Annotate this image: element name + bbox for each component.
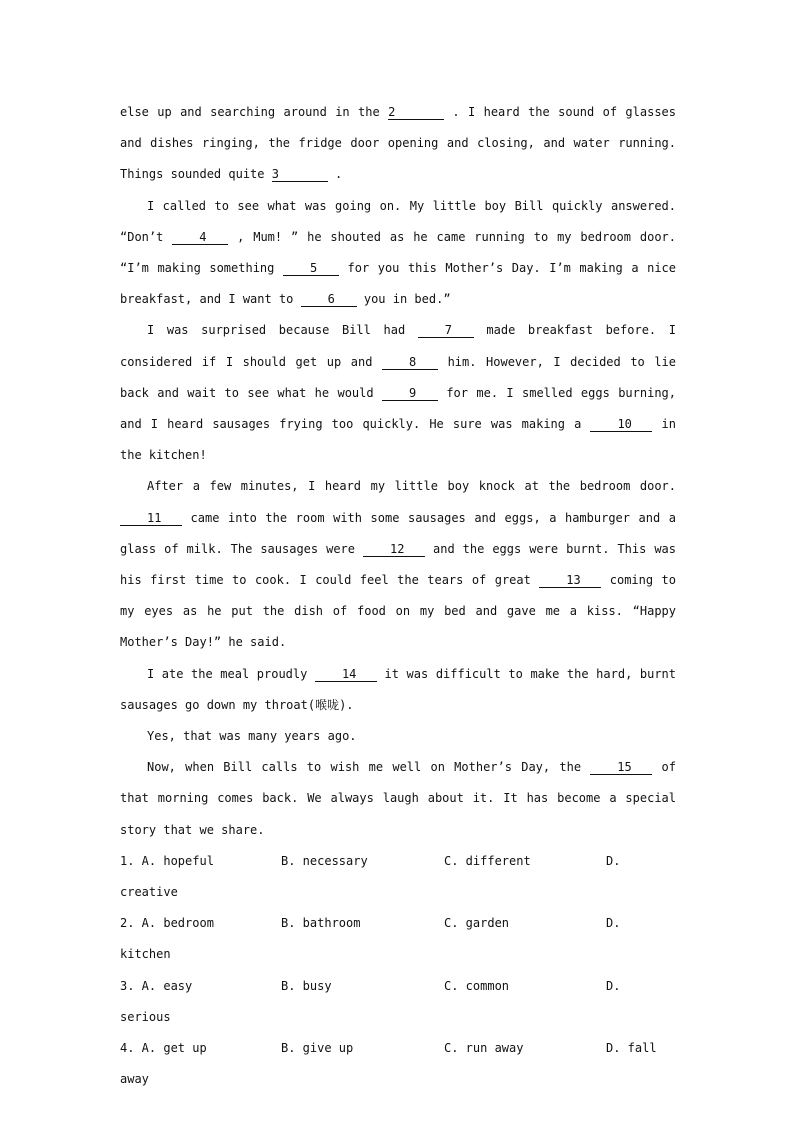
text: Yes, that was many years ago. — [147, 729, 357, 744]
text: coming to my eyes as he put the dish of food on my bed and gave me a kiss. “Happy Mother’s Day!” he said. — [120, 573, 676, 650]
text: you in bed.” — [356, 292, 451, 307]
question-item — [120, 971, 676, 1033]
blank-15: 15 — [590, 760, 652, 775]
option-d-wrap: serious — [120, 1009, 171, 1024]
option-d-wrap: creative — [120, 885, 178, 900]
option-b: B. necessary — [281, 853, 368, 868]
text: it was difficult to make the hard, burnt sausages go down my throat(喉咙). — [120, 666, 676, 712]
option-b: B. busy — [281, 978, 332, 993]
paragraph-2 — [120, 191, 676, 316]
paragraph-5 — [120, 659, 676, 721]
text: for me. I smelled eggs burning, and I heard sausages frying too quickly. He sure was making a — [120, 385, 676, 432]
text: else up and searching around in the — [120, 105, 389, 119]
paragraph-7 — [120, 752, 676, 846]
text: came into the room with some sausages and eggs, a hamburger and a glass of milk. The sausages were — [120, 510, 676, 556]
blank-2: 2 — [388, 105, 444, 120]
text: of that morning comes back. We always laugh about it. It has become a special story that we share. — [120, 760, 676, 837]
text: him. However, I decided to lie back and wait to see what he would — [120, 354, 677, 400]
text: in the kitchen! — [120, 417, 676, 463]
option-d: D. fall — [606, 1041, 657, 1055]
blank-5: 5 — [283, 261, 339, 276]
blank-10: 10 — [590, 417, 652, 432]
option-c: C. common — [444, 978, 510, 993]
blank-12: 12 — [363, 542, 425, 557]
option-a: 2. A. bedroom — [120, 916, 214, 931]
question-item — [120, 908, 676, 970]
blank-13: 13 — [539, 573, 601, 588]
text: After a few minutes, I heard my little boy knock at the bedroom door. — [147, 479, 676, 494]
text: made breakfast before. I considered if I should get up and — [120, 323, 676, 369]
option-c: C. run away — [444, 1041, 524, 1055]
option-a: 3. A. easy — [120, 978, 193, 993]
paragraph-6 — [120, 721, 676, 752]
text: for you this Mother’s Day. I’m making a nice breakfast, and I want to — [120, 261, 676, 307]
blank-6: 6 — [301, 292, 357, 307]
text: . — [327, 167, 343, 182]
option-b: B. give up — [281, 1041, 354, 1055]
option-d: D. — [606, 916, 621, 931]
blank-14: 14 — [315, 667, 377, 682]
question-item — [120, 846, 676, 908]
option-a: 4. A. get up — [120, 1041, 207, 1055]
text: I was surprised because Bill had — [147, 323, 418, 338]
option-d-wrap: kitchen — [120, 947, 171, 962]
option-c: C. garden — [444, 916, 510, 931]
document-page — [120, 97, 676, 1095]
option-b: B. bathroom — [281, 916, 361, 931]
paragraph-3 — [120, 315, 676, 471]
blank-3: 3 — [272, 167, 328, 182]
option-d-wrap: away — [120, 1072, 149, 1087]
paragraph-4 — [120, 471, 676, 658]
text: I ate the meal proudly — [147, 666, 315, 681]
text: and the eggs were burnt. This was his first time to cook. I could feel the tears of great — [120, 541, 676, 588]
question-item — [120, 1033, 676, 1095]
text: , Mum! ” he shouted as he came running to my bedroom door. “I’m making something — [120, 229, 676, 276]
option-a: 1. A. hopeful — [120, 853, 214, 868]
text: Now, when Bill calls to wish me well on Mother’s Day, the — [147, 760, 591, 775]
blank-7: 7 — [418, 323, 474, 338]
blank-8: 8 — [382, 355, 438, 370]
question-list — [120, 846, 676, 1096]
text: . I heard the sound of glasses and dishes ringing, the fridge door opening and closing, and water running. Things sounded quite — [120, 105, 676, 182]
option-c: C. different — [444, 853, 531, 868]
text: I called to see what was going on. My little boy Bill quickly answered. “Don’t — [120, 198, 676, 244]
blank-11: 11 — [120, 511, 182, 526]
blank-4: 4 — [172, 230, 228, 245]
blank-9: 9 — [382, 386, 438, 401]
option-d: D. — [606, 978, 621, 993]
option-d: D. — [606, 853, 621, 868]
paragraph-1 — [120, 97, 676, 191]
